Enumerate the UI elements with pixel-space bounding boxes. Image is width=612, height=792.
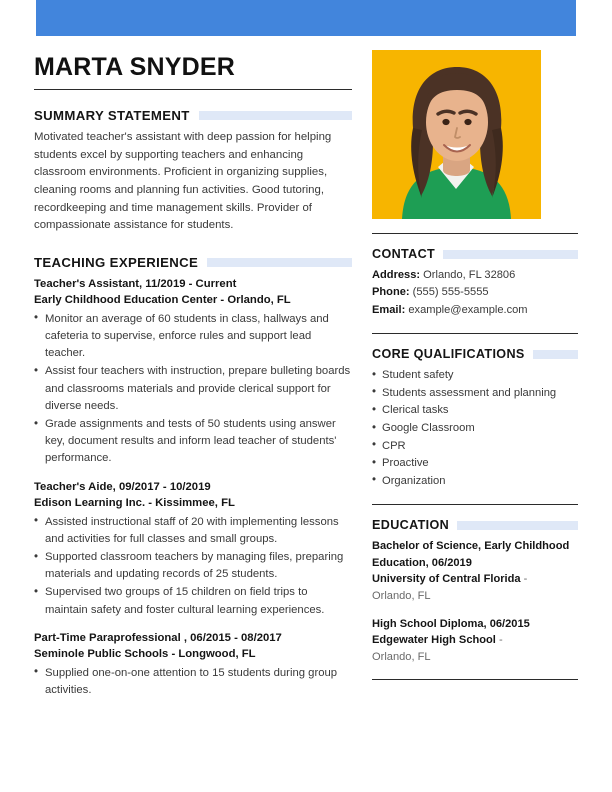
education-location: Orlando, FL [372,589,431,602]
education-heading-label: EDUCATION [372,518,450,533]
qualifications-heading-label: CORE QUALIFICATIONS [372,347,525,362]
contact-address-label: Address: [372,269,421,281]
job-bullet: • Supported classroom teachers by managing files, preparing materials and updating records of 25 students. [34,549,352,583]
job-bullet: • Supplied one-on-one attention to 15 students during group activities. [34,665,352,699]
contact-heading-accent-bar [443,250,578,259]
job-title: Part-Time Paraprofessional [34,631,181,644]
contact-phone-value: (555) 555-5555 [409,286,489,299]
education-heading-accent-bar [457,521,578,530]
education-school-dash: - [495,634,503,647]
job-title-line [34,479,352,496]
contact-email-row [372,302,578,319]
job-date: , 06/2015 - 08/2017 [180,631,282,644]
education-degree: Bachelor of Science, Early Childhood Education, 06/2019 [372,540,570,569]
contact-address-value: Orlando, FL 32806 [420,269,516,281]
summary-heading-label: SUMMARY STATEMENT [34,108,190,124]
experience-entry [34,479,352,619]
section-heading-summary [34,108,352,123]
contact-phone-label: Phone: [372,286,410,299]
job-title: Teacher's Aide [34,480,113,493]
qualification-item: • Proactive [372,455,578,473]
contact-email-value: example@example.com [405,303,528,316]
education-school-name: University of Central Florida [372,573,521,586]
education-school [372,571,578,587]
section-heading-qualifications [372,347,578,361]
name-divider [34,89,352,90]
job-bullet: • Grade assignments and tests of 50 students using answer key, document results and inform lead teacher of students' performance. [34,416,352,468]
job-bullet: • Supervised two groups of 15 children on field trips to maintain safety and foster cultural learning experiences. [34,584,352,618]
education-school-name: Edgewater High School [372,634,496,647]
applicant-photo [372,50,541,219]
education-degree: High School Diploma, 06/2015 [372,618,530,630]
job-title-line [34,630,352,647]
job-date: , 11/2019 - Current [139,277,237,290]
education-bottom-divider [372,679,578,680]
education-school [372,632,578,648]
job-bullet: • Monitor an average of 60 students in class, hallways and cafeteria to supervise, enforce rules and support lead teacher. [34,311,352,363]
page-title: MARTA SNYDER [34,53,236,81]
education-entry [372,616,578,665]
experience-heading-accent-bar [207,258,352,267]
experience-entry [34,630,352,699]
contact-top-divider [372,233,578,234]
job-employer: Seminole Public Schools - Longwood, FL [34,648,256,661]
right-column [364,36,612,693]
resume-body [0,36,612,710]
job-employer: Early Childhood Education Center - Orlando, FL [34,294,291,307]
portrait-illustration [372,50,541,219]
contact-email-label: Email: [372,303,406,316]
section-heading-experience [34,255,352,270]
education-location: Orlando, FL [372,650,431,663]
experience-heading-label: TEACHING EXPERIENCE [34,254,199,270]
summary-text: Motivated teacher's assistant with deep passion for helping students excel by supporting teachers and enhancing classroom environments. Proficient in organizing supplies, cleaning rooms and planning fun activities. Good tutoring, recordkeeping and time management skills. Provider of compassionate assistance for students. [34,131,332,232]
qualifications-top-divider [372,333,578,334]
contact-address-row [372,267,578,284]
job-title: Teacher's Assistant [34,277,140,290]
education-top-divider [372,504,578,505]
qualification-item: • Organization [372,473,578,491]
education-school-dash: - [520,573,528,586]
job-date: , 09/2017 - 10/2019 [112,480,211,493]
summary-heading-accent-bar [199,111,352,120]
job-bullet-list [34,665,352,699]
job-bullet: • Assist four teachers with instruction, prepare bulleting boards and classrooms materials and provide clerical support for diverse needs. [34,363,352,415]
job-title-line [34,276,352,293]
qualifications-list [372,367,578,490]
qualification-item: • CPR [372,438,578,456]
qualification-item: • Student safety [372,367,578,385]
section-heading-education [372,518,578,532]
job-bullet: • Assisted instructional staff of 20 with implementing lessons and activities for full classes and small groups. [34,514,352,548]
qualification-item: • Clerical tasks [372,402,578,420]
job-bullet-list [34,311,352,468]
job-employer: Edison Learning Inc. - Kissimmee, FL [34,497,235,510]
qualification-item: • Google Classroom [372,420,578,438]
qualification-item: • Students assessment and planning [372,385,578,403]
section-heading-contact [372,247,578,261]
education-entry [372,538,578,604]
header-blue-band [36,0,576,36]
job-bullet-list [34,514,352,619]
experience-entry [34,276,352,468]
qualifications-heading-accent-bar [533,350,578,359]
contact-phone-row [372,284,578,301]
left-column [0,36,364,710]
contact-heading-label: CONTACT [372,247,436,261]
